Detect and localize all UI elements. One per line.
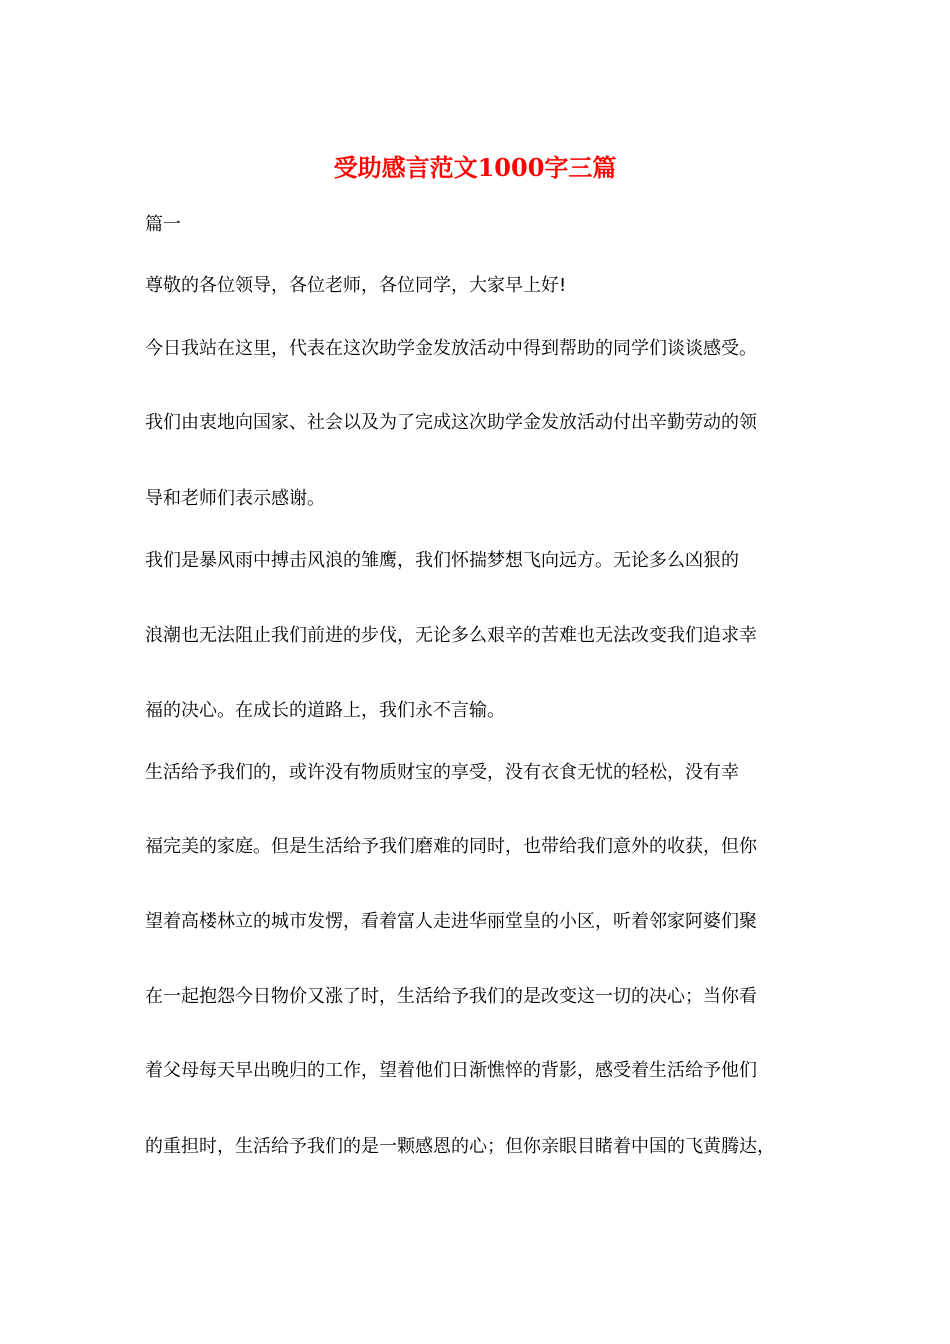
greeting-line: 尊敬的各位领导，各位老师，各位同学，大家早上好! [145, 275, 567, 296]
paragraph-line: 导和老师们表示感谢。 [145, 488, 325, 509]
paragraph-line: 的重担时，生活给予我们的是一颗感恩的心；但你亲眼目睹着中国的飞黄腾达， [145, 1136, 775, 1157]
paragraph-line: 浪潮也无法阻止我们前进的步伐，无论多么艰辛的苦难也无法改变我们追求幸 [145, 625, 757, 646]
document-title: 受助感言范文1000字三篇 [333, 153, 617, 182]
paragraph-line: 今日我站在这里，代表在这次助学金发放活动中得到帮助的同学们谈谈感受。 [145, 338, 757, 359]
section-heading: 篇一 [145, 214, 181, 235]
paragraph-line: 我们由衷地向国家、社会以及为了完成这次助学金发放活动付出辛勤劳动的领 [145, 412, 757, 433]
paragraph-line: 福完美的家庭。但是生活给予我们磨难的同时，也带给我们意外的收获，但你 [145, 836, 757, 857]
paragraph-line: 在一起抱怨今日物价又涨了时，生活给予我们的是改变这一切的决心；当你看 [145, 986, 757, 1007]
paragraph-line: 生活给予我们的，或许没有物质财宝的享受，没有衣食无忧的轻松，没有幸 [145, 762, 739, 783]
paragraph-line: 着父母每天早出晚归的工作，望着他们日渐憔悴的背影，感受着生活给予他们 [145, 1060, 757, 1081]
paragraph-line: 望着高楼林立的城市发愣，看着富人走进华丽堂皇的小区，听着邻家阿婆们聚 [145, 911, 757, 932]
paragraph-line: 福的决心。在成长的道路上，我们永不言输。 [145, 700, 505, 721]
paragraph-line: 我们是暴风雨中搏击风浪的雏鹰，我们怀揣梦想飞向远方。无论多么凶狠的 [145, 550, 739, 571]
